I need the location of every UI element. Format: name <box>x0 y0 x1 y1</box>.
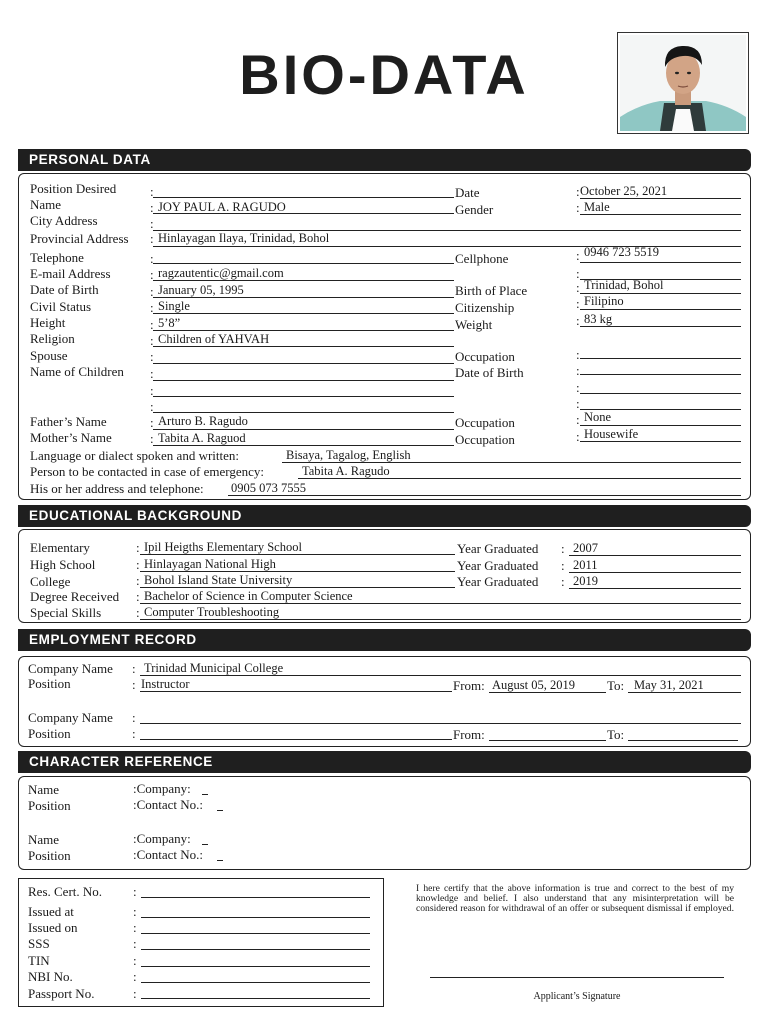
education-box <box>18 529 751 623</box>
value-father-occupation: None <box>584 410 612 424</box>
label-civil-status: Civil Status <box>30 299 92 314</box>
fill-in-line <box>141 998 370 999</box>
value-year-high-school: 2011 <box>573 558 598 572</box>
colon: : <box>576 380 580 395</box>
fill-in-line <box>217 860 223 861</box>
colon: : <box>133 884 137 899</box>
fill-in-line <box>489 740 606 741</box>
value-emergency-address: 0905 073 7555 <box>231 481 306 495</box>
fill-in-line <box>580 358 741 359</box>
colon: : <box>576 266 580 281</box>
fill-in-line <box>202 844 208 845</box>
value-citizenship: Filipino <box>584 294 624 308</box>
fill-in-line <box>580 309 741 310</box>
colon: : <box>150 300 154 315</box>
fill-in-line <box>202 794 208 795</box>
fill-in-line <box>628 692 741 693</box>
label-father-occupation: Occupation <box>455 415 515 430</box>
fill-in-line <box>140 723 741 724</box>
fill-in-line <box>228 495 741 496</box>
label-name: Name <box>30 197 62 212</box>
fill-in-line <box>141 917 370 918</box>
value-date-of-birth: January 05, 1995 <box>158 283 244 297</box>
colon: : <box>136 605 140 620</box>
fill-in-line <box>153 380 454 381</box>
fill-in-line <box>489 692 606 693</box>
fill-in-line <box>153 429 454 430</box>
colon: : <box>576 313 580 328</box>
label-weight: Weight <box>455 317 493 332</box>
label-ref-company-2: :Company: <box>133 831 191 846</box>
label-ref-position-2: Position <box>28 848 71 863</box>
fill-in-line <box>153 313 454 314</box>
colon: : <box>133 969 137 984</box>
colon: : <box>150 216 154 231</box>
label-from-2: From: <box>453 727 485 742</box>
value-religion: Children of YAHVAH <box>158 332 270 346</box>
label-telephone: Telephone <box>30 250 84 265</box>
colon: : <box>576 429 580 444</box>
colon: : <box>561 541 565 556</box>
section-header-personal-data: PERSONAL DATA <box>18 149 751 171</box>
fill-in-line <box>153 230 741 231</box>
label-company-name-1: Company Name <box>28 661 113 676</box>
fill-in-line <box>580 279 741 280</box>
label-high-school: High School <box>30 557 96 572</box>
label-ref-company-1: :Company: <box>133 781 191 796</box>
label-ref-contact-2: :Contact No.: <box>133 847 204 862</box>
colon: : <box>576 200 580 215</box>
value-height: 5’8” <box>158 316 181 330</box>
label-res-cert-no: Res. Cert. No. <box>28 884 103 899</box>
colon: : <box>150 333 154 348</box>
fill-in-line <box>140 554 455 555</box>
value-email: ragzautentic@gmail.com <box>158 266 284 280</box>
colon: : <box>133 986 137 1001</box>
colon: : <box>576 296 580 311</box>
fill-in-line <box>569 588 741 589</box>
label-spouse-occupation: Occupation <box>455 349 515 364</box>
colon: : <box>561 574 565 589</box>
fill-in-line <box>153 445 454 446</box>
certification-statement: I here certify that the above information is true and correct to the best of my knowledge and belief. I also understand that any misinterpretation will be considered reason for withdrawal of an offer or subsequent dismissal if employed. <box>416 883 734 914</box>
fill-in-line <box>580 326 741 327</box>
label-emergency-contact: Person to be contacted in case of emergency: <box>30 464 265 479</box>
label-passport-no: Passport No. <box>28 986 95 1001</box>
label-sss: SSS <box>28 936 50 951</box>
colon: : <box>132 710 136 725</box>
fill-in-line <box>140 571 455 572</box>
value-provincial-address: Hinlayagan Ilaya, Trinidad, Bohol <box>158 231 330 245</box>
colon: : <box>132 677 136 692</box>
label-to-2: To: <box>607 727 625 742</box>
colon: : <box>150 231 154 246</box>
label-issued-on: Issued on <box>28 920 78 935</box>
colon: : <box>136 573 140 588</box>
fill-in-line <box>153 297 454 298</box>
applicant-photo <box>617 32 749 134</box>
fill-in-line <box>153 280 454 281</box>
label-provincial-address: Provincial Address <box>30 231 129 246</box>
colon: : <box>576 396 580 411</box>
value-weight: 83 kg <box>584 312 613 326</box>
label-mothers-name: Mother’s Name <box>30 430 112 445</box>
label-ref-name-1: Name <box>28 782 60 797</box>
fill-in-line <box>153 263 454 264</box>
label-company-name-2: Company Name <box>28 710 113 725</box>
label-birth-of-place: Birth of Place <box>455 283 528 298</box>
value-mothers-name: Tabita A. Raguod <box>158 431 246 445</box>
label-position-desired: Position Desired <box>30 181 117 196</box>
fill-in-line <box>153 213 454 214</box>
colon: : <box>133 936 137 951</box>
value-degree-received: Bachelor of Science in Computer Science <box>144 589 353 603</box>
label-from-1: From: <box>453 678 485 693</box>
value-college: Bohol Island State University <box>144 573 293 587</box>
fill-in-line <box>140 619 741 620</box>
colon: : <box>150 383 154 398</box>
label-spouse: Spouse <box>30 348 68 363</box>
section-header-employment: EMPLOYMENT RECORD <box>18 629 751 651</box>
signature-label: Applicant’s Signature <box>533 991 621 1002</box>
value-position-1: Instructor <box>141 677 190 691</box>
colon: : <box>150 284 154 299</box>
fill-in-line <box>140 675 741 676</box>
label-name-of-children: Name of Children <box>30 364 124 379</box>
label-children-date-of-birth: Date of Birth <box>455 365 524 380</box>
label-nbi-no: NBI No. <box>28 969 73 984</box>
fill-in-line <box>580 393 741 394</box>
fill-in-line <box>580 409 741 410</box>
section-header-character-reference: CHARACTER REFERENCE <box>18 751 751 773</box>
label-year-graduated-high-school: Year Graduated <box>457 558 539 573</box>
fill-in-line <box>141 949 370 950</box>
colon: : <box>150 200 154 215</box>
value-elementary: Ipil Heigths Elementary School <box>144 540 302 554</box>
label-email: E-mail Address <box>30 266 111 281</box>
label-college: College <box>30 574 71 589</box>
fill-in-line <box>580 441 741 442</box>
fill-in-line <box>580 198 741 199</box>
label-tin: TIN <box>28 953 50 968</box>
employment-box <box>18 656 751 747</box>
value-year-college: 2019 <box>573 574 598 588</box>
fill-in-line <box>141 982 370 983</box>
colon: : <box>150 317 154 332</box>
colon: : <box>132 726 136 741</box>
colon: : <box>150 431 154 446</box>
label-fathers-name: Father’s Name <box>30 414 107 429</box>
label-date: Date <box>455 185 480 200</box>
fill-in-line <box>153 330 454 331</box>
label-citizenship: Citizenship <box>455 300 515 315</box>
label-mother-occupation: Occupation <box>455 432 515 447</box>
signature-line <box>430 977 724 978</box>
colon: : <box>576 347 580 362</box>
fill-in-line <box>140 587 455 588</box>
label-ref-position-1: Position <box>28 798 71 813</box>
value-mother-occupation: Housewife <box>584 427 639 441</box>
fill-in-line <box>153 363 454 364</box>
colon: : <box>136 540 140 555</box>
colon: : <box>133 920 137 935</box>
fill-in-line <box>580 293 741 294</box>
colon: : <box>150 184 154 199</box>
label-ref-name-2: Name <box>28 832 60 847</box>
fill-in-line <box>153 197 454 198</box>
fill-in-line <box>298 478 741 479</box>
fill-in-line <box>628 740 738 741</box>
colon: : <box>576 363 580 378</box>
colon: : <box>576 412 580 427</box>
colon: : <box>136 557 140 572</box>
label-position-2: Position <box>28 726 71 741</box>
fill-in-line <box>140 739 452 740</box>
label-emergency-address: His or her address and telephone: <box>30 481 204 496</box>
colon: : <box>576 248 580 263</box>
label-year-graduated-elementary: Year Graduated <box>457 541 539 556</box>
value-gender: Male <box>584 200 610 214</box>
value-birth-of-place: Trinidad, Bohol <box>584 278 664 292</box>
character-reference-box <box>18 776 751 870</box>
colon: : <box>150 366 154 381</box>
label-elementary: Elementary <box>30 540 90 555</box>
value-high-school: Hinlayagan National High <box>144 557 276 571</box>
label-height: Height <box>30 315 66 330</box>
colon: : <box>150 251 154 266</box>
fill-in-line <box>580 262 741 263</box>
label-date-of-birth: Date of Birth <box>30 282 99 297</box>
label-religion: Religion <box>30 331 75 346</box>
label-issued-at: Issued at <box>28 904 74 919</box>
fill-in-line <box>153 412 454 413</box>
value-civil-status: Single <box>158 299 190 313</box>
label-cellphone: Cellphone <box>455 251 509 266</box>
colon: : <box>576 280 580 295</box>
fill-in-line <box>282 462 741 463</box>
value-from-1: August 05, 2019 <box>492 678 575 692</box>
fill-in-line <box>141 966 370 967</box>
colon: : <box>132 661 136 676</box>
colon: : <box>150 267 154 282</box>
fill-in-line <box>580 425 741 426</box>
label-degree-received: Degree Received <box>30 589 120 604</box>
fill-in-line <box>140 691 452 692</box>
label-position-1: Position <box>28 676 71 691</box>
value-language: Bisaya, Tagalog, English <box>286 448 411 462</box>
fill-in-line <box>153 396 454 397</box>
colon: : <box>561 558 565 573</box>
value-year-elementary: 2007 <box>573 541 598 555</box>
value-name: JOY PAUL A. RAGUDO <box>158 200 286 214</box>
fill-in-line <box>217 810 223 811</box>
label-to-1: To: <box>607 678 625 693</box>
value-to-1: May 31, 2021 <box>634 678 704 692</box>
value-date: October 25, 2021 <box>580 184 668 198</box>
label-city-address: City Address <box>30 213 98 228</box>
fill-in-line <box>153 346 454 347</box>
colon: : <box>133 953 137 968</box>
fill-in-line <box>140 603 741 604</box>
value-emergency-contact: Tabita A. Ragudo <box>302 464 390 478</box>
label-ref-contact-1: :Contact No.: <box>133 797 204 812</box>
value-cellphone: 0946 723 5519 <box>584 245 659 259</box>
colon: : <box>133 904 137 919</box>
fill-in-line <box>141 933 370 934</box>
fill-in-line <box>569 572 741 573</box>
value-special-skills: Computer Troubleshooting <box>144 605 280 619</box>
value-fathers-name: Arturo B. Ragudo <box>158 414 248 428</box>
label-special-skills: Special Skills <box>30 605 102 620</box>
label-language: Language or dialect spoken and written: <box>30 448 240 463</box>
page-title: BIO-DATA <box>239 43 529 106</box>
label-year-graduated-college: Year Graduated <box>457 574 539 589</box>
label-gender: Gender <box>455 202 494 217</box>
fill-in-line <box>580 214 741 215</box>
fill-in-line <box>580 374 741 375</box>
value-company-name-1: Trinidad Municipal College <box>144 661 284 675</box>
colon: : <box>136 589 140 604</box>
section-header-education: EDUCATIONAL BACKGROUND <box>18 505 751 527</box>
fill-in-line <box>569 555 741 556</box>
colon: : <box>150 399 154 414</box>
colon: : <box>150 415 154 430</box>
colon: : <box>576 184 580 199</box>
fill-in-line <box>141 897 370 898</box>
colon: : <box>150 349 154 364</box>
